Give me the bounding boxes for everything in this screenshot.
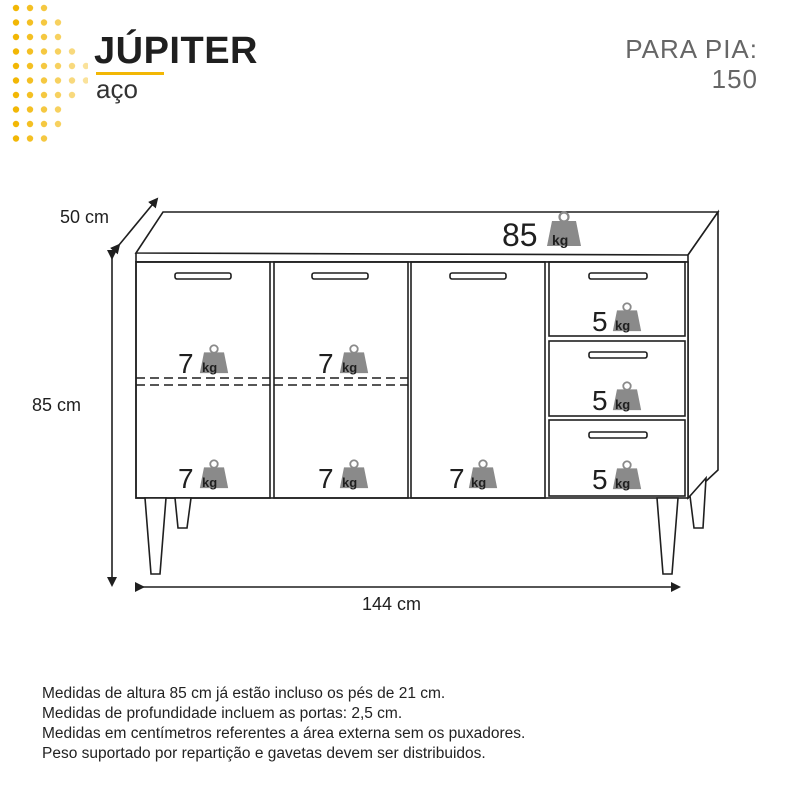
product-subtitle: aço [96,74,138,104]
depth-label: 50 cm [60,207,110,227]
top-weight-value: 85 [502,217,538,253]
drawer-3-unit: kg [615,476,631,491]
notes-block [42,684,525,764]
door-2-lower-weight: 7 [318,463,334,494]
top-weight-unit: kg [552,232,569,248]
door-1-lower-unit: kg [202,475,218,490]
countertop [136,212,718,255]
drawer-3-weight: 5 [592,464,608,495]
height-label: 85 cm [32,395,82,415]
door-2-upper-unit: kg [342,360,358,375]
drawer-1-weight: 5 [592,306,608,337]
door-1-upper-unit: kg [202,360,218,375]
width-label: 144 cm [362,594,422,614]
sink-size-value: 150 [711,64,758,94]
door-2-lower-unit: kg [342,475,358,490]
note-line: Medidas de altura 85 cm já estão incluso os pés de 21 cm. [42,685,446,702]
drawer-2-unit: kg [615,397,631,412]
door-2-upper-weight: 7 [318,348,334,379]
leg-front-left [145,498,166,574]
drawer-2-weight: 5 [592,385,608,416]
sink-size-caption: PARA PIA: [625,34,758,64]
product-title: JÚPITER [94,30,258,72]
door-3-weight: 7 [449,463,465,494]
note-line: Peso suportado por repartição e gavetas devem ser distribuidos. [42,745,486,762]
cabinet-body [136,262,688,498]
drawer-1-unit: kg [615,318,631,333]
note-line: Medidas em centímetros referentes a área externa sem os puxadores. [42,725,526,742]
door-1-upper-weight: 7 [178,348,194,379]
leg-back-left [175,498,191,528]
note-line: Medidas de profundidade incluem as portas: 2,5 cm. [42,705,403,722]
door-3-unit: kg [471,475,487,490]
door-1-lower-weight: 7 [178,463,194,494]
side-panel [688,212,718,498]
leg-front-right [657,498,678,574]
